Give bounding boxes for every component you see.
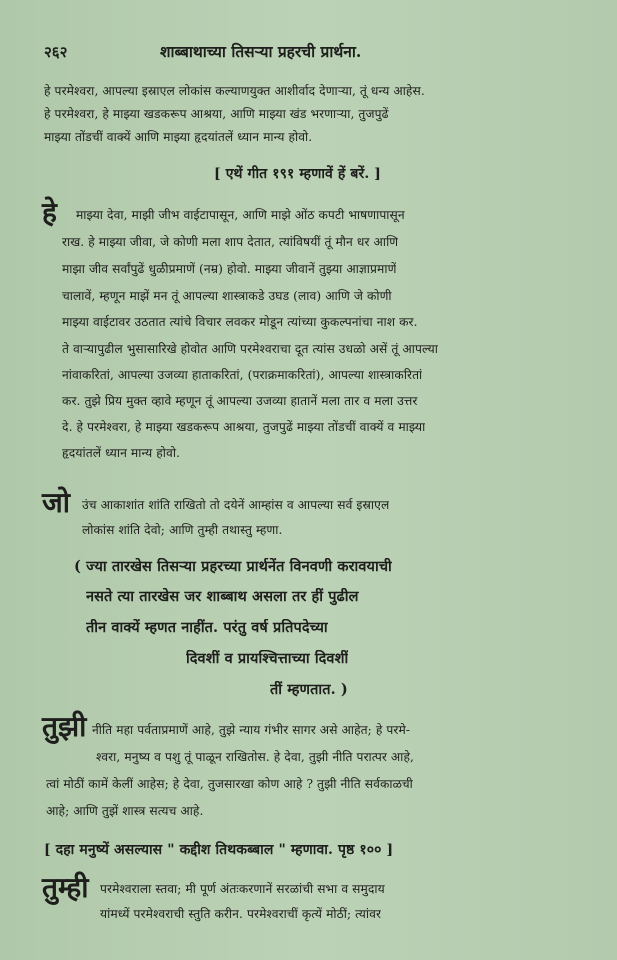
intro-line: हे परमेश्वरा, हे माझ्या खडकरूप आश्रया, आणि माझ्या खंड भरणाऱ्या, तुजपुढें <box>44 107 389 121</box>
prayer-line: लोकांस शांति देवो; आणि तुम्ही तथास्तु म्हणा. <box>82 523 283 537</box>
prayer-line: दे. हे परमेश्वरा, हे माझ्या खडकरूप आश्रया, तुजपुढें माझ्या तोंडचीं वाक्यें व माझ्या <box>62 420 426 434</box>
rubric-line: ( ज्या तारखेस तिसऱ्या प्रहरच्या प्रार्थनेंत विनवणी करावयाची <box>74 558 392 575</box>
prayer-line: कर. तुझे प्रिय मुक्त व्हावे म्हणून तूं आपल्या उजव्या हातानें मला तार व मला उत्तर <box>62 394 418 408</box>
prayer-line: राख. हे माझ्या जीवा, जे कोणी मला शाप देतात, त्यांविषयीं तूं मौन धर आणि <box>62 235 399 249</box>
prayer-line: चालावें, म्हणून माझें मन तूं आपल्या शास्त्राकडे उघड (लाव) आणि जे कोणी <box>62 289 392 303</box>
prayer-line: नांवाकरितां, आपल्या उजव्या हाताकरितां, (पराक्रमाकरितां), आपल्या शास्त्राकरितां <box>62 368 423 382</box>
prayer-line: यांमध्यें परमेश्वराची स्तुति करीन. परमेश्वराचीं कृत्यें मोठीं; त्यांवर <box>100 907 382 921</box>
drop-initial: तुम्ही <box>42 871 89 904</box>
rubric-line: तीन वाक्यें म्हणत नाहींत. परंतु वर्ष प्रतिपदेच्या <box>86 619 328 636</box>
prayer-line: ते वाऱ्यापुढील भुसासारिखे होवोत आणि परमेश्वराचा दूत त्यांस उधळो असें तूं आपल्या <box>62 342 438 356</box>
instruction-note: [ दहा मनुष्यें असल्यास " कद्दीश तिथकब्बाल " म्हणावा. पृष्ठ १०० ] <box>44 842 394 858</box>
intro-line: हे परमेश्वरा, आपल्या इस्राएल लोकांस कल्याणयुक्त आशीर्वाद देणाऱ्या, तूं धन्य आहेस. <box>44 84 425 98</box>
prayer-line: उंच आकाशांत शांति राखितो तो दयेनें आम्हांस व आपल्या सर्व इस्राएल <box>82 498 390 512</box>
prayer-line: त्वां मोठीं कामें केलीं आहेस; हे देवा, तुजसारखा कोण आहे ? तुझी नीति सर्वकाळची <box>46 777 413 791</box>
prayer-line: नीति महा पर्वताप्रमाणें आहे, तुझे न्याय गंभीर सागर असे आहेत; हे परमे- <box>92 723 411 737</box>
page-number: २६२ <box>44 43 68 61</box>
prayer-line: आहे; आणि तुझें शास्त्र सत्यच आहे. <box>46 804 204 818</box>
drop-initial: हे <box>42 196 57 229</box>
intro-line: माझ्या तोंडचीं वाक्यें आणि माझ्या हृदयांतलें ध्यान मान्य होवो. <box>44 130 313 144</box>
drop-initial: जो <box>42 486 71 519</box>
rubric-line: नसते त्या तारखेस जर शाब्बाथ असला तर हीं पुढील <box>86 588 359 605</box>
rubric-line: तीं म्हणतात. ) <box>270 681 348 698</box>
prayer-line: परमेश्वराला स्तवा; मी पूर्ण अंतःकरणानें सरळांची सभा व समुदाय <box>100 882 385 896</box>
page-title: शाब्बाथाच्या तिसऱ्या प्रहरची प्रार्थना. <box>160 42 362 61</box>
prayer-line: हृदयांतलें ध्यान मान्य होवो. <box>62 446 181 460</box>
prayer-line: माझ्या देवा, माझी जीभ वाईटापासून, आणि माझे ओंठ कपटी भाषणापासून <box>76 208 405 222</box>
prayer-line: माझा जीव सर्वांपुढें धुळीप्रमाणें (नम्र) होवो. माझ्या जीवानें तुझ्या आज्ञाप्रमाणें <box>62 262 397 276</box>
instruction-note: [ एथें गीत १९१ म्हणावें हें बरें. ] <box>214 166 382 182</box>
rubric-line: दिवशीं व प्रायश्चित्ताच्या दिवशीं <box>186 650 349 667</box>
drop-initial: तुझी <box>42 710 87 743</box>
prayer-line: माझ्या वाईटावर उठतात त्यांचे विचार लवकर मोडून त्यांच्या कुकल्पनांचा नाश कर. <box>62 315 418 329</box>
prayer-line: श्वरा, मनुष्य व पशु तूं पाळून राखितोस. हे देवा, तुझी नीति परात्पर आहे, <box>96 750 415 764</box>
